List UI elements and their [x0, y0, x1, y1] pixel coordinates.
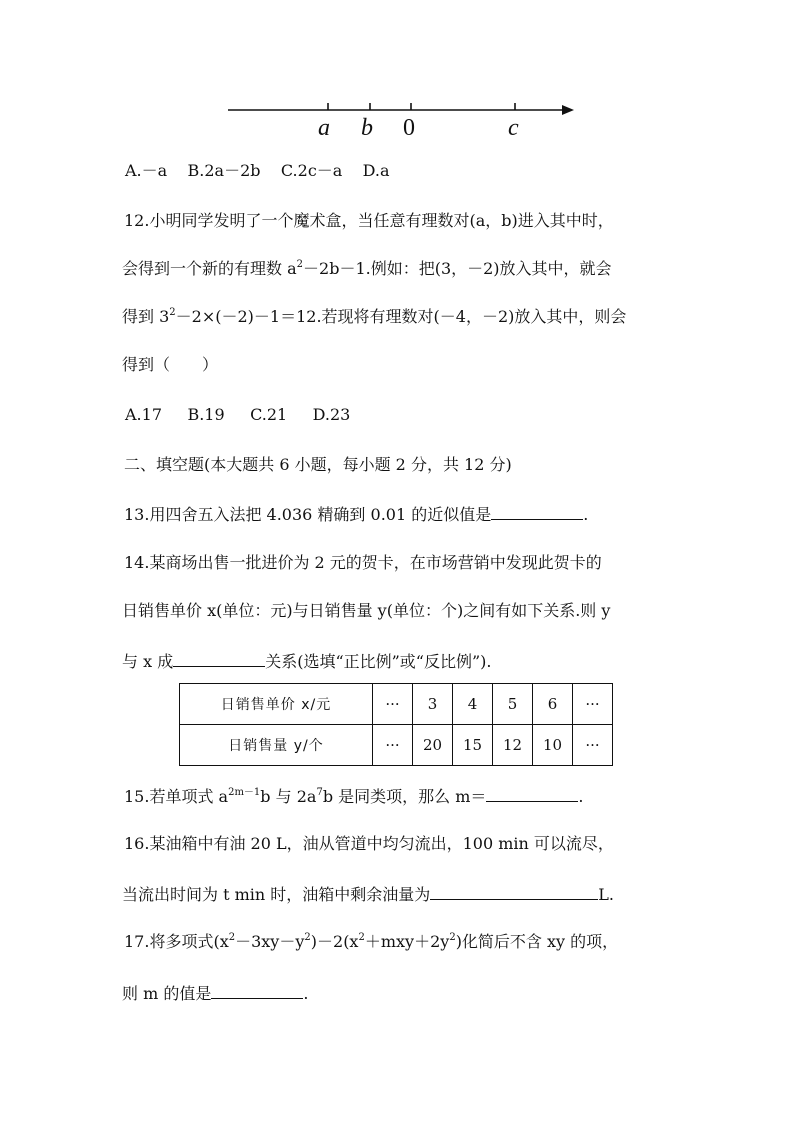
- q12-option-d: D.23: [312, 405, 351, 424]
- table-cell: ···: [373, 725, 413, 766]
- q12-line2: [122, 259, 612, 279]
- q16-line2-post: L.: [598, 885, 615, 904]
- q17-period: .: [303, 984, 309, 1003]
- q12-line3-post: －2×(－2)－1＝12.若现将有理数对(－4，－2)放入其中，则会: [175, 307, 627, 326]
- q15-pre: 15.若单项式 a: [124, 787, 229, 806]
- q16-answer-blank[interactable]: [430, 883, 598, 900]
- q12-line3-sup: 2: [169, 306, 176, 318]
- table-cell: 10: [533, 725, 573, 766]
- table-row-header: 日销售量 y/个: [180, 725, 373, 766]
- number-line-label-a: a: [318, 115, 330, 141]
- arrow-head-icon: [562, 105, 574, 115]
- q11-option-c: C.2c－a: [280, 161, 343, 180]
- table-cell: ···: [373, 684, 413, 725]
- q15-answer-blank[interactable]: [486, 785, 578, 802]
- table-cell: 15: [453, 725, 493, 766]
- q12-line2-sup: 2: [296, 258, 304, 270]
- q17-sup1: 2: [228, 931, 236, 943]
- number-line-label-c: c: [508, 115, 519, 141]
- q15: [124, 785, 584, 807]
- q13-text: 13.用四舍五入法把 4.036 精确到 0.01 的近似值是: [124, 505, 492, 524]
- table-cell: 3: [413, 684, 453, 725]
- q17-line2-pre: 则 m 的值是: [122, 984, 212, 1003]
- q12-line4: 得到（ ）: [122, 355, 219, 374]
- section2-title: 二、填空题(本大题共 6 小题，每小题 2 分，共 12 分): [124, 455, 512, 474]
- table-cell: 4: [453, 684, 493, 725]
- q15-sup2: 7: [316, 786, 323, 798]
- q12-line3-pre: 得到 3: [122, 307, 170, 326]
- q14-line3-pre: 与 x 成: [122, 652, 174, 671]
- table-cell: 12: [493, 725, 533, 766]
- q14-line3: [122, 650, 492, 672]
- q11-option-a: A.－a: [125, 161, 168, 180]
- q17-p2: )－2(x: [310, 932, 359, 951]
- number-line-label-0: 0: [403, 115, 415, 141]
- q17-post: )化简后不含 xy 的项，: [455, 932, 619, 951]
- q17-pre: 17.将多项式(x: [124, 932, 229, 951]
- q16-line2-pre: 当流出时间为 t min 时，油箱中剩余油量为: [122, 885, 431, 904]
- q17-p3: ＋mxy＋2y: [364, 932, 450, 951]
- table-cell: 5: [493, 684, 533, 725]
- q11-option-d: D.a: [362, 161, 390, 180]
- table-cell: 20: [413, 725, 453, 766]
- q17-line1: [124, 932, 618, 952]
- q14-answer-blank[interactable]: [173, 650, 265, 667]
- number-line-label-b: b: [361, 115, 373, 141]
- q12-option-a: A.17: [125, 405, 162, 424]
- q17-p1: －3xy－y: [235, 932, 305, 951]
- q14-line3-post: 关系(选填“正比例”或“反比例”).: [265, 652, 492, 671]
- q13-answer-blank[interactable]: [491, 503, 583, 520]
- q13: [124, 503, 588, 525]
- q11-options: [125, 161, 390, 181]
- number-line: [0, 0, 794, 150]
- q17-line2: [122, 982, 308, 1004]
- table-row-header: 日销售单价 x/元: [180, 684, 373, 725]
- q12-line1: 12.小明同学发明了一个魔术盒，当任意有理数对(a，b)进入其中时，: [124, 211, 614, 230]
- q14-data-table: [179, 683, 613, 766]
- q14-line1: 14.某商场出售一批进价为 2 元的贺卡，在市场营销中发现此贺卡的: [124, 553, 602, 572]
- q17-sup4: 2: [449, 931, 456, 943]
- q15-sup1: 2m－1: [228, 786, 261, 798]
- q12-option-c: C.21: [250, 405, 288, 424]
- q14-line2: 日销售单价 x(单位：元)与日销售量 y(单位：个)之间有如下关系.则 y: [122, 601, 611, 620]
- q17-sup3: 2: [358, 931, 365, 943]
- q17-sup2: 2: [304, 931, 311, 943]
- table-cell: ···: [573, 684, 613, 725]
- q12-line2-post: －2b－1.例如：把(3，－2)放入其中，就会: [303, 259, 612, 278]
- table-row: [180, 684, 613, 725]
- table-cell: ···: [573, 725, 613, 766]
- q13-period: .: [583, 505, 589, 524]
- q12-options: [125, 405, 350, 425]
- q15-mid1: b 与 2a: [260, 787, 317, 806]
- table-row: [180, 725, 613, 766]
- q16-line1: 16.某油箱中有油 20 L，油从管道中均匀流出，100 min 可以流尽，: [124, 834, 614, 853]
- table-cell: 6: [533, 684, 573, 725]
- q15-mid2: b 是同类项，那么 m＝: [322, 787, 487, 806]
- q12-option-b: B.19: [187, 405, 225, 424]
- q15-period: .: [578, 787, 584, 806]
- q16-line2: [122, 883, 614, 905]
- q17-answer-blank[interactable]: [211, 982, 303, 999]
- q11-option-b: B.2a－2b: [187, 161, 261, 180]
- q12-line3: [122, 307, 626, 327]
- q12-line2-pre: 会得到一个新的有理数 a: [122, 259, 297, 278]
